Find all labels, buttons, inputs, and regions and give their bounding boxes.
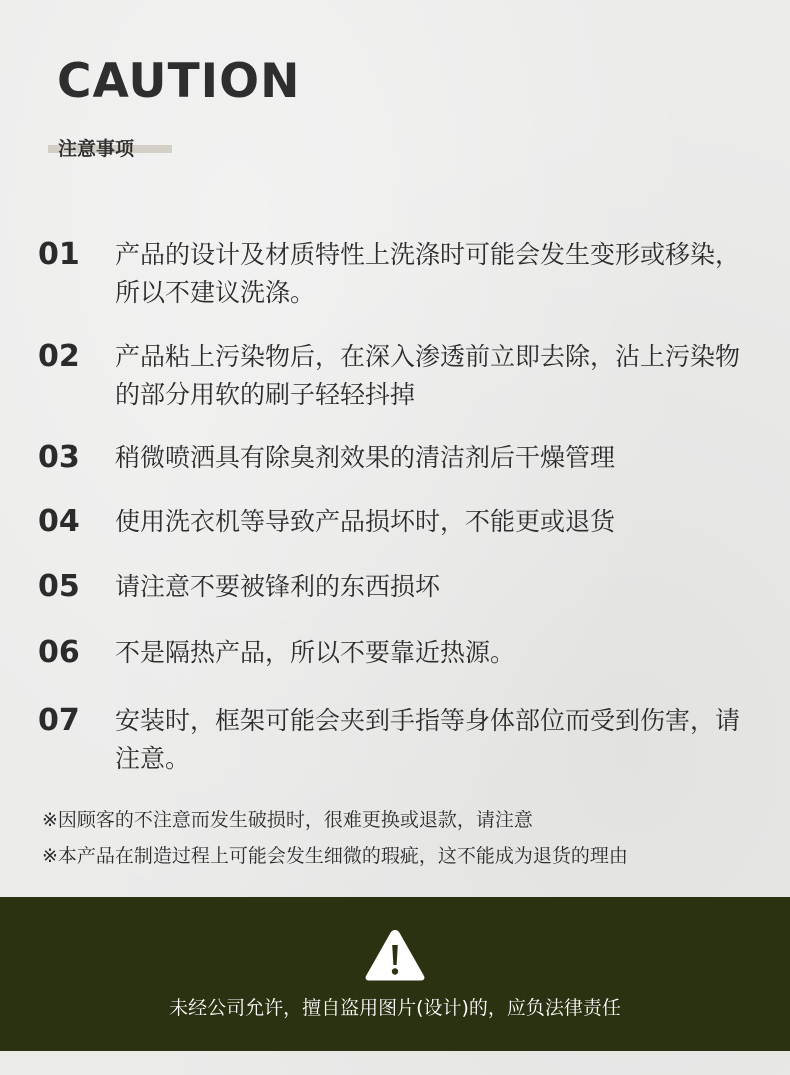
item-number: 01	[38, 237, 80, 272]
item-number: 02	[38, 339, 80, 374]
page-subtitle: 注意事项	[58, 138, 135, 160]
item-text: 请注意不要被锋利的东西损坏	[115, 572, 441, 601]
item-text: 安装时，框架可能会夹到手指等身体部位而受到伤害，请注意。	[115, 706, 741, 773]
warning-triangle-icon	[364, 928, 426, 982]
item-text: 不是隔热产品，所以不要靠近热源。	[115, 638, 516, 667]
footer-text: 未经公司允许，擅自盗用图片(设计)的，应负法律责任	[169, 997, 621, 1019]
item-number: 03	[38, 440, 80, 475]
subtitle-block	[48, 134, 134, 164]
item-number: 06	[38, 635, 80, 670]
item-number: 05	[38, 569, 80, 604]
disclaimer-notes	[42, 802, 762, 874]
note-line: ※因顾客的不注意而发生破损时，很难更换或退款，请注意	[42, 809, 533, 831]
item-text: 使用洗衣机等导致产品损坏时，不能更或退货	[115, 507, 616, 536]
item-text: 产品的设计及材质特性上洗涤时可能会发生变形或移染，所以不建议洗涤。	[115, 240, 741, 307]
page-title: CAUTION	[57, 54, 301, 109]
item-number: 04	[38, 504, 80, 539]
item-text: 产品粘上污染物后，在深入渗透前立即去除，沾上污染物的部分用软的刷子轻轻抖掉	[115, 342, 741, 409]
item-text: 稍微喷洒具有除臭剂效果的清洁剂后干燥管理	[115, 443, 616, 472]
note-line: ※本产品在制造过程上可能会发生细微的瑕疵，这不能成为退货的理由	[42, 845, 628, 867]
copyright-footer	[0, 897, 790, 1051]
item-number: 07	[38, 703, 80, 738]
